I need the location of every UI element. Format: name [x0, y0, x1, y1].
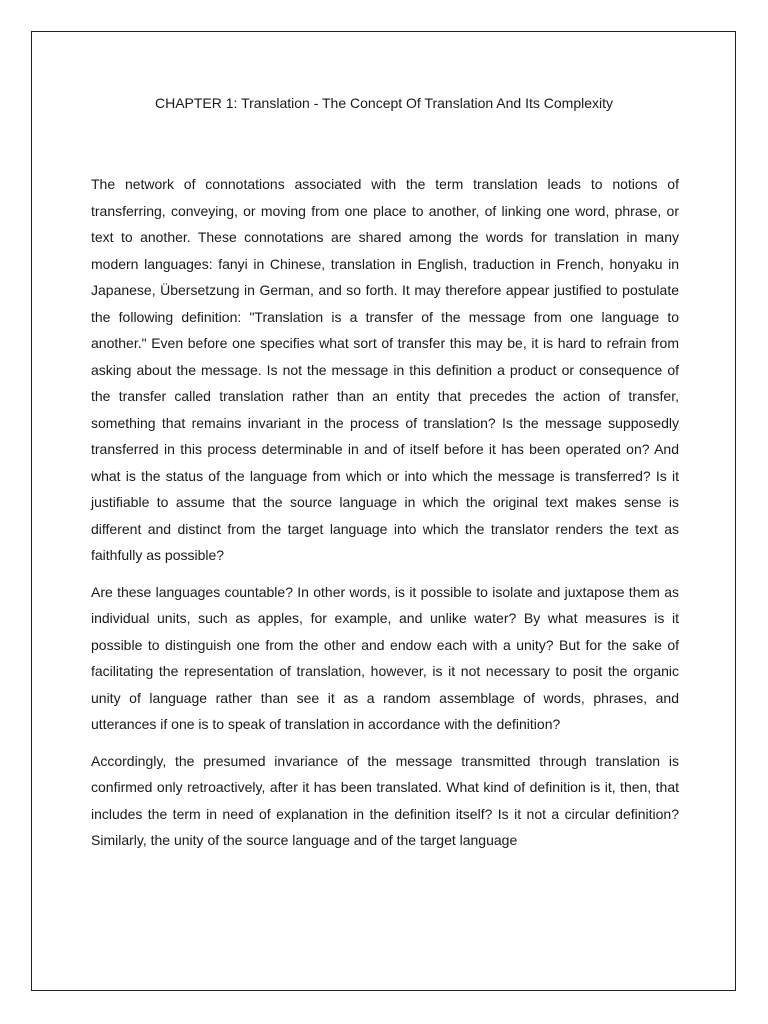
paragraph: Accordingly, the presumed invariance of the message transmitted through translation is confirmed only retroactively, after it has been translated. What kind of definition is it, then, that includes the term in need of explanation in the definition itself? Is it not a circular definition? Similarly, the unity of the source language and of the target language [91, 752, 679, 848]
body-text [91, 171, 679, 864]
document-page [31, 31, 736, 991]
chapter-title: CHAPTER 1: Translation - The Concept Of Translation And Its Complexity [154, 95, 614, 111]
paragraph: Are these languages countable? In other words, is it possible to isolate and juxtapose them as individual units, such as apples, for example, and unlike water? By what measures is it possible to distinguish one from the other and endow each with a unity? But for the sake of facilitating the representation of translation, however, is it not necessary to posit the organic unity of language rather than see it as a random assemblage of words, phrases, and utterances if one is to speak of translation in accordance with the definition? [91, 583, 679, 732]
paragraph: The network of connotations associated with the term translation leads to notions of transferring, conveying, or moving from one place to another, of linking one word, phrase, or text to another. These connotations are shared among the words for translation in many modern languages: fanyi in Chinese, translation in English, traduction in French, honyaku in Japanese, Übersetzung in German, and so forth. It may therefore appear justified to postulate the following definition: "Translation is a transfer of the message from one language to another." Even before one specifies what sort of transfer this may be, it is hard to refrain from asking about the message. Is not the message in this definition a product or consequence of the transfer called translation rather than an entity that precedes the action of transfer, something that remains invariant in the process of translation? Is the message supposedly transferred in this process determinable in and of itself before it has been operated on? And what is the status of the language from which or into which the message is transferred? Is it justifiable to assume that the source language in which the original text makes sense is different and distinct from the target language into which the translator renders the text as faithfully as possible? [91, 176, 679, 563]
